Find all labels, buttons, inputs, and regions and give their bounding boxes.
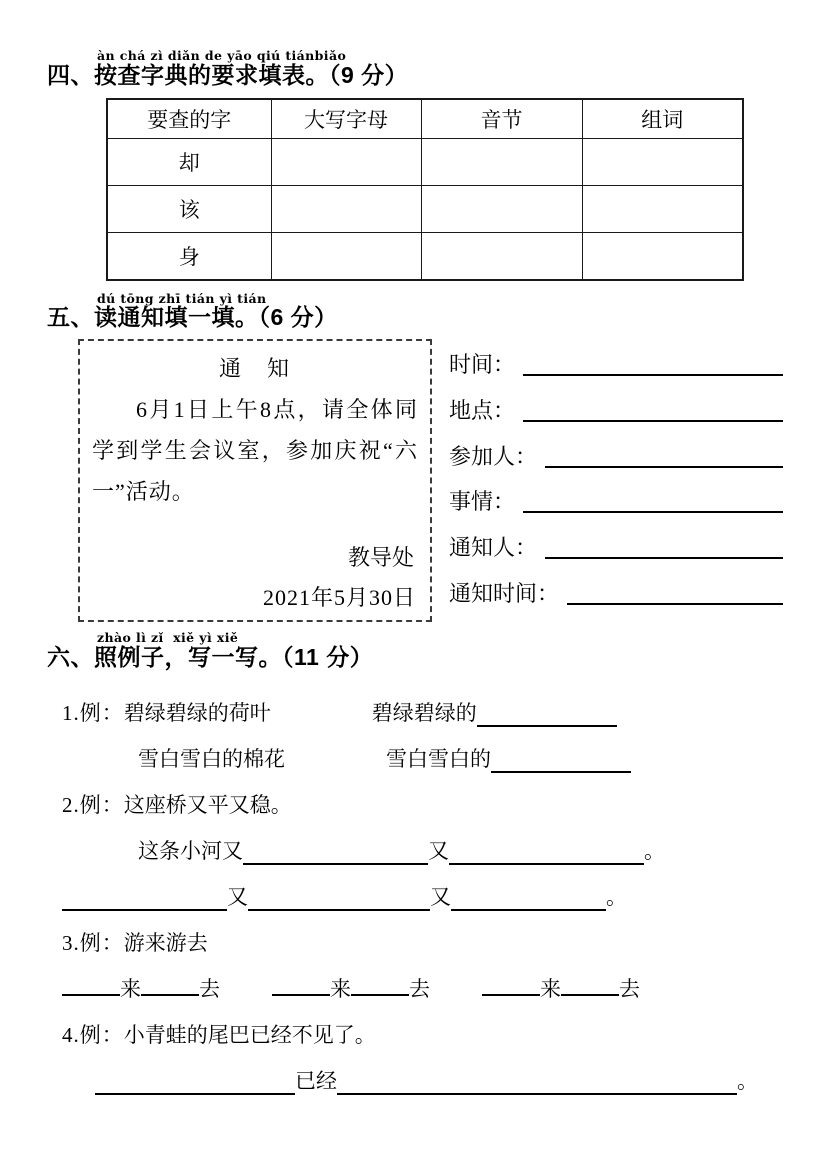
answer-blank	[248, 885, 430, 911]
exercise-line	[62, 1049, 785, 1095]
item-number: 4.例：	[62, 1022, 124, 1047]
notice-signer: 教导处	[347, 545, 414, 570]
section-4-heading	[47, 50, 785, 87]
notice-title: 通 知	[218, 356, 291, 381]
answer-stem: 碧绿碧绿的	[371, 700, 477, 725]
field-participants	[449, 437, 785, 471]
exercise-item-4	[62, 1003, 785, 1095]
answer-blank	[545, 535, 783, 559]
answer-blank	[351, 970, 409, 996]
field-event	[449, 482, 785, 516]
answer-cell-empty	[421, 139, 582, 186]
field-label: 事情：	[449, 489, 516, 515]
connector-text: 来	[330, 976, 351, 1001]
col-header-character: 要查的字	[107, 99, 271, 139]
connector-text: 来	[120, 976, 141, 1001]
notice-fill-in-fields	[449, 339, 785, 622]
item-number: 3.例：	[62, 930, 124, 955]
connector-text: 又	[227, 884, 248, 909]
field-place	[449, 391, 785, 425]
notice-box	[78, 339, 432, 622]
field-label: 参加人：	[449, 443, 538, 469]
answer-blank	[477, 701, 617, 727]
connector-text: 已经	[295, 1068, 337, 1093]
answer-cell-empty	[582, 139, 743, 186]
exercise-line	[62, 911, 785, 957]
answer-stem: 这条小河又	[138, 838, 243, 863]
section-6-heading	[47, 632, 785, 669]
notice-body: 6月1日上午8点，请全体同学到学生会议室，参加庆祝“六一”活动。	[92, 397, 418, 504]
answer-blank	[561, 970, 619, 996]
answer-cell-empty	[271, 186, 421, 233]
answer-blank	[337, 1069, 737, 1095]
answer-cell-empty	[271, 139, 421, 186]
answer-cell-empty	[421, 233, 582, 280]
exercise-item-1	[62, 681, 785, 773]
answer-blank	[567, 581, 783, 605]
field-notifier	[449, 528, 785, 562]
connector-text: 又	[428, 838, 449, 863]
item-number: 2.例：	[62, 792, 124, 817]
section-6-pinyin: zhào lì zǐ xiě yì xiě	[97, 630, 239, 645]
table-header-row	[107, 99, 743, 139]
character-cell: 却	[107, 139, 271, 186]
answer-blank	[523, 398, 783, 422]
dictionary-table	[106, 98, 744, 281]
connector-text: 来	[540, 976, 561, 1001]
answer-blank	[95, 1069, 295, 1095]
example-text: 这座桥又平又稳。	[123, 792, 292, 817]
table-row	[107, 186, 743, 233]
col-header-syllable: 音节	[421, 99, 582, 139]
connector-text: 去	[409, 976, 430, 1001]
character-cell: 该	[107, 186, 271, 233]
answer-blank	[62, 970, 120, 996]
col-header-capital-letter: 大写字母	[271, 99, 421, 139]
field-time	[449, 345, 785, 379]
field-label: 地点：	[449, 397, 516, 423]
answer-cell-empty	[271, 233, 421, 280]
example-text: 游来游去	[123, 930, 208, 955]
answer-blank	[62, 885, 227, 911]
notice-date: 2021年5月30日	[262, 585, 416, 610]
exercise-item-2	[62, 773, 785, 911]
section-5-title: 五、读通知填一填。（6 分）	[47, 304, 338, 330]
answer-blank	[272, 970, 330, 996]
answer-blank	[449, 839, 644, 865]
answer-blank	[482, 970, 540, 996]
answer-blank	[243, 839, 428, 865]
connector-text: 去	[619, 976, 640, 1001]
character-cell: 身	[107, 233, 271, 280]
pattern-group	[272, 970, 482, 1003]
exercise-line	[62, 865, 785, 911]
connector-text: 去	[199, 976, 220, 1001]
exercise-item-3	[62, 911, 785, 1003]
pattern-group	[482, 970, 640, 1003]
exercise-line	[62, 957, 785, 1003]
item-number: 1.例：	[62, 700, 124, 725]
example-text: 雪白雪白的棉花	[138, 746, 285, 771]
example-text: 碧绿碧绿的荷叶	[123, 700, 271, 725]
period: 。	[737, 1068, 758, 1093]
exercise-line	[62, 773, 785, 819]
field-label: 通知时间：	[449, 580, 560, 606]
example-text: 小青蛙的尾巴已经不见了。	[123, 1022, 376, 1047]
exercise-line	[62, 681, 785, 727]
period: 。	[606, 884, 627, 909]
answer-cell-empty	[582, 233, 743, 280]
answer-cell-empty	[421, 186, 582, 233]
field-label: 时间：	[449, 352, 516, 377]
section-6-exercises	[62, 681, 785, 1095]
section-5-body	[78, 339, 785, 622]
field-notice-time	[449, 574, 785, 608]
pattern-group	[62, 970, 272, 1003]
field-label: 通知人：	[449, 535, 538, 561]
answer-cell-empty	[582, 186, 743, 233]
table-row	[107, 233, 743, 280]
answer-stem: 雪白雪白的	[386, 746, 491, 771]
exercise-line	[62, 1003, 785, 1049]
section-5-pinyin: dú tōng zhī tián yì tián	[97, 290, 267, 306]
exercise-line	[62, 819, 785, 865]
connector-text: 又	[430, 884, 451, 909]
answer-blank	[451, 885, 606, 911]
section-4-pinyin: àn chá zì diǎn de yāo qiú tiánbiǎo	[97, 48, 347, 63]
section-4-title: 四、按查字典的要求填表。（9 分）	[47, 61, 409, 88]
answer-blank	[523, 489, 783, 513]
period: 。	[644, 838, 665, 863]
answer-blank	[491, 747, 631, 773]
answer-blank	[545, 444, 783, 468]
answer-blank	[523, 352, 783, 376]
col-header-word-group: 组词	[582, 99, 743, 139]
table-row	[107, 139, 743, 186]
answer-blank	[141, 970, 199, 996]
section-5-heading	[47, 290, 785, 330]
section-6-title: 六、照例子，写一写。（11 分）	[47, 643, 374, 670]
exercise-line	[62, 727, 785, 773]
